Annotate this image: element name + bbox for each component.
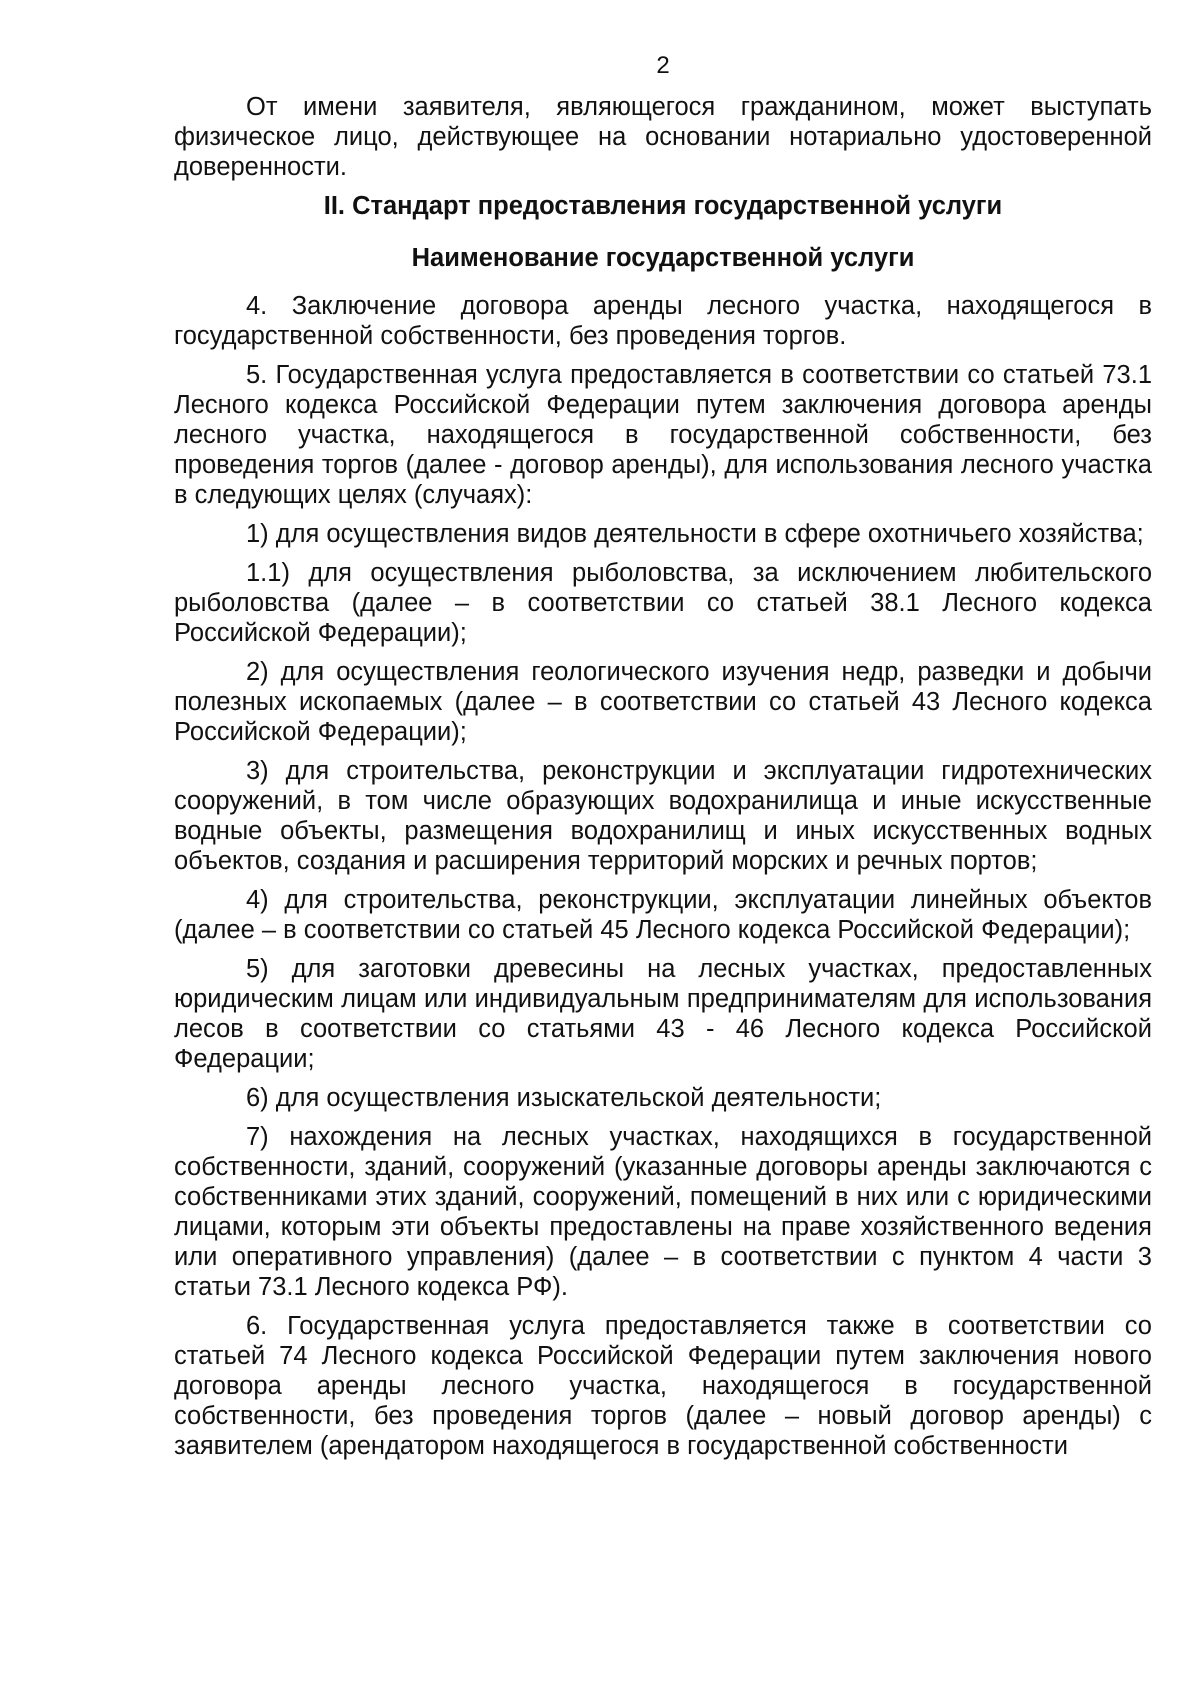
section-title: II. Стандарт предоставления государственной услуги bbox=[323, 192, 1003, 220]
list-item-1-1: 1.1) для осуществления рыболовства, за исключением любительского рыболовства (далее – в соответствии со статьей 38.1 Лесного кодекса Российской Федерации); bbox=[174, 559, 1152, 647]
list-item-4: 4) для строительства, реконструкции, эксплуатации линейных объектов (далее – в соответствии со статьей 45 Лесного кодекса Российской Федерации); bbox=[174, 886, 1152, 944]
document-page bbox=[174, 52, 1152, 1470]
paragraph-item-5: 5. Государственная услуга предоставляется в соответствии со статьей 73.1 Лесного кодекса Российской Федерации путем заключения договора аренды лесного участка, находящегося в государственной собственности, без проведения торгов (далее - договор аренды), для использования лесного участка в следующих целях (случаях): bbox=[174, 361, 1152, 509]
list-item-2: 2) для осуществления геологического изучения недр, разведки и добычи полезных ископаемых (далее – в соответствии со статьей 43 Лесного кодекса Российской Федерации); bbox=[174, 658, 1152, 746]
list-item-5: 5) для заготовки древесины на лесных участках, предоставленных юридическим лицам или индивидуальным предпринимателям для использования лесов в соответствии со статьями 43 - 46 Лесного кодекса Российской Федерации; bbox=[174, 955, 1152, 1073]
intro-paragraph: От имени заявителя, являющегося гражданином, может выступать физическое лицо, действующее на основании нотариально удостоверенной доверенности. bbox=[174, 93, 1152, 181]
subsection-title: Наименование государственной услуги bbox=[411, 244, 915, 272]
list-item-1: 1) для осуществления видов деятельности в сфере охотничьего хозяйства; bbox=[246, 520, 1144, 548]
page-number: 2 bbox=[656, 52, 670, 79]
list-item-7: 7) нахождения на лесных участках, находящихся в государственной собственности, зданий, сооружений (указанные договоры аренды заключаются с собственниками этих зданий, сооружений, помещений в них или с юридическими лицами, которым эти объекты предоставлены на праве хозяйственного ведения или оперативного управления) (далее – в соответствии с пунктом 4 части 3 статьи 73.1 Лесного кодекса РФ). bbox=[174, 1123, 1152, 1301]
list-item-6: 6) для осуществления изыскательской деятельности; bbox=[246, 1084, 882, 1112]
paragraph-item-4: 4. Заключение договора аренды лесного участка, находящегося в государственной собственности, без проведения торгов. bbox=[174, 292, 1152, 350]
paragraph-item-6: 6. Государственная услуга предоставляется также в соответствии со статьей 74 Лесного кодекса Российской Федерации путем заключения нового договора аренды лесного участка, находящегося в государственной собственности, без проведения торгов (далее – новый договор аренды) с заявителем (арендатором находящегося в государственной собственности bbox=[174, 1312, 1152, 1460]
list-item-3: 3) для строительства, реконструкции и эксплуатации гидротехнических сооружений, в том числе образующих водохранилища и иные искусственные водные объекты, размещения водохранилищ и иных искусственных водных объектов, создания и расширения территорий морских и речных портов; bbox=[174, 757, 1152, 875]
